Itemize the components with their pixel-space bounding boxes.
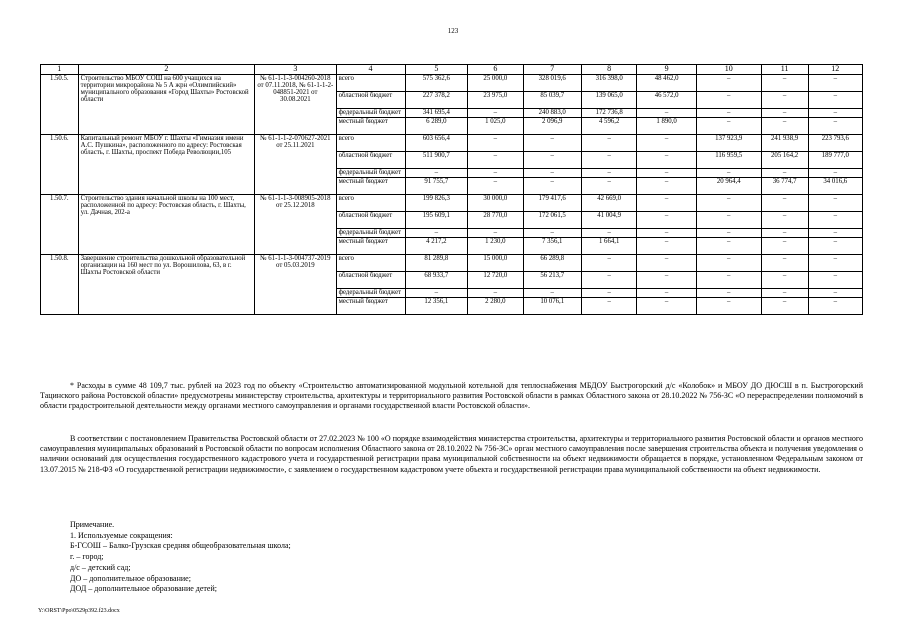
amount-cell: – [637,238,697,255]
amount-cell: 56 213,7 [523,272,581,289]
amount-cell: – [523,178,581,195]
amount-cell: – [761,169,808,178]
amount-cell: 1 890,0 [637,118,697,135]
column-header: 10 [696,65,761,75]
amount-cell: – [581,255,636,272]
funding-source: местный бюджет [336,118,405,135]
footnote [40,381,863,412]
project-name: Капитальный ремонт МБОУ г. Шахты «Гимназия имени А.С. Пушкина», расположенного по адресу: Ростовская область, г. Шахты, проспект Победа Революции,105 [78,135,255,195]
amount-cell: 91 755,7 [405,178,468,195]
amount-cell: – [581,272,636,289]
funding-source: всего [336,195,405,212]
column-header: 9 [637,65,697,75]
funding-source: федеральный бюджет [336,109,405,118]
amount-cell: – [808,272,862,289]
amount-cell: – [405,169,468,178]
amount-cell: – [523,289,581,298]
amount-cell: 48 462,0 [637,75,697,92]
amount-cell: – [637,178,697,195]
amount-cell: – [761,238,808,255]
amount-cell: – [696,109,761,118]
amount-cell: 189 777,0 [808,152,862,169]
amount-cell: – [696,238,761,255]
column-header: 8 [581,65,636,75]
amount-cell: – [581,135,636,152]
column-header: 11 [761,65,808,75]
amount-cell: – [808,169,862,178]
amount-cell: – [468,135,523,152]
amount-cell: – [468,152,523,169]
amount-cell: – [761,195,808,212]
amount-cell: – [808,238,862,255]
page-number: 123 [447,27,459,35]
column-header: 12 [808,65,862,75]
amount-cell: 240 883,0 [523,109,581,118]
remark-title: Примечание. [70,520,115,529]
column-header: 3 [255,65,336,75]
amount-cell: – [696,272,761,289]
footnote-text: * Расходы в сумме 48 109,7 тыс. рублей на 2023 год по объекту «Строительство автоматизированной модульной котельной для теплоснабжения МБДОУ Быстрогорский д/с «Колобок» и МБОУ ДО ДЮСШ в п. Быстрогорский Тацинского района Ростовской области» предусмотрены министерству строительства, архитектуры и территориального развития Ростовской области в рамках Областного закона от 28.10.2022 № 756-ЗС «О перераспределении полномочий в области градостроительной деятельности между органами местного самоуправления и органами государственной власти Ростовской области». [40,381,863,411]
amount-cell: – [761,212,808,229]
remark-line: Б-ГСОШ – Балко-Грузская средняя общеобразовательная школа; [70,541,291,551]
amount-cell: 199 826,3 [405,195,468,212]
amount-cell: – [761,289,808,298]
amount-cell: – [405,289,468,298]
amount-cell: 179 417,6 [523,195,581,212]
amount-cell: – [637,109,697,118]
amount-cell: – [637,169,697,178]
remark-line: г. – город; [70,552,104,562]
project-document: № 61-1-1-3-004260-2018 от 07.11.2018, № 61-1-1-2-048851-2021 от 30.08.2021 [255,75,336,135]
amount-cell: – [405,229,468,238]
amount-cell: 223 793,6 [808,135,862,152]
amount-cell: 603 656,4 [405,135,468,152]
amount-cell: – [808,118,862,135]
amount-cell: – [468,109,523,118]
amount-cell: – [523,229,581,238]
funding-source: местный бюджет [336,238,405,255]
amount-cell: – [696,195,761,212]
amount-cell: 205 164,2 [761,152,808,169]
amount-cell: – [808,75,862,92]
amount-cell: – [808,92,862,109]
amount-cell: – [637,289,697,298]
funding-source: областной бюджет [336,272,405,289]
amount-cell: 241 938,9 [761,135,808,152]
remark-line: 1. Используемые сокращения: [70,530,173,540]
amount-cell: 341 695,4 [405,109,468,118]
amount-cell: – [696,118,761,135]
project-name: Завершение строительства дошкольной образовательной организации на 160 мест по ул. Ворошилова, 63, в г. Шахты Ростовской области [78,255,255,315]
project-document: № 61-1-1-2-070627-2021 от 25.11.2021 [255,135,336,195]
amount-cell: – [696,289,761,298]
amount-cell: – [808,212,862,229]
column-header: 7 [523,65,581,75]
amount-cell: – [808,109,862,118]
amount-cell: 1 230,0 [468,238,523,255]
amount-cell: 172 736,8 [581,109,636,118]
amount-cell: 42 669,0 [581,195,636,212]
amount-cell: – [581,289,636,298]
amount-cell: 36 774,7 [761,178,808,195]
amount-cell: 25 000,0 [468,75,523,92]
amount-cell: – [808,255,862,272]
amount-cell: 328 019,6 [523,75,581,92]
amount-cell: – [523,152,581,169]
remark-line: ДО – дополнительное образование; [70,573,191,583]
header-row [41,65,863,75]
column-header: 2 [78,65,255,75]
funding-source: федеральный бюджет [336,169,405,178]
amount-cell: 12 720,0 [468,272,523,289]
amount-cell: – [761,118,808,135]
amount-cell: – [637,255,697,272]
amount-cell: – [696,92,761,109]
amount-cell: – [581,178,636,195]
amount-cell: 139 065,0 [581,92,636,109]
project-name: Строительство здания начальной школы на 100 мест, расположенной по адресу: Ростовская область, г. Шахты, ул. Дачная, 202-а [78,195,255,255]
amount-cell: – [808,298,862,315]
project-name: Строительство МБОУ СОШ на 600 учащихся на территории микрорайона № 5 А жрн «Олимпийский» муниципального образования «Город Шахты» Ростовской области [78,75,255,135]
amount-cell: 68 933,7 [405,272,468,289]
amount-cell: – [761,229,808,238]
project-id: 1.50.8. [41,255,79,315]
funding-source: местный бюджет [336,178,405,195]
amount-cell: – [761,298,808,315]
amount-cell: – [696,229,761,238]
amount-cell: – [637,272,697,289]
table-body [41,65,863,315]
amount-cell: 28 770,0 [468,212,523,229]
funding-source: областной бюджет [336,212,405,229]
budget-table [40,64,863,315]
project-document: № 61-1-1-3-008905-2018 от 25.12.2018 [255,195,336,255]
procedure-paragraph [40,434,863,475]
amount-cell: – [696,169,761,178]
amount-cell: – [468,169,523,178]
amount-cell: – [581,298,636,315]
amount-cell: – [637,152,697,169]
table-row [41,255,863,272]
amount-cell: 15 000,0 [468,255,523,272]
file-path: Y:\ORST\Ppo\0529p392.f23.docx [38,608,120,614]
table-row [41,75,863,92]
amount-cell: – [761,255,808,272]
project-id: 1.50.6. [41,135,79,195]
amount-cell: 172 061,5 [523,212,581,229]
funding-source: местный бюджет [336,298,405,315]
amount-cell: 137 923,9 [696,135,761,152]
amount-cell: – [637,212,697,229]
amount-cell: – [637,298,697,315]
amount-cell: 575 362,6 [405,75,468,92]
amount-cell: – [808,289,862,298]
amount-cell: 511 900,7 [405,152,468,169]
amount-cell: 1 025,0 [468,118,523,135]
amount-cell: 10 076,1 [523,298,581,315]
amount-cell: – [696,298,761,315]
amount-cell: 316 398,0 [581,75,636,92]
amount-cell: 20 964,4 [696,178,761,195]
project-document: № 61-1-1-3-004737-2019 от 05.03.2019 [255,255,336,315]
amount-cell: 46 572,0 [637,92,697,109]
funding-source: областной бюджет [336,92,405,109]
amount-cell: 195 609,1 [405,212,468,229]
remark-line: д/с – детский сад; [70,562,131,572]
funding-source: всего [336,255,405,272]
funding-source: федеральный бюджет [336,229,405,238]
column-header: 6 [468,65,523,75]
amount-cell: 7 356,1 [523,238,581,255]
amount-cell: – [696,255,761,272]
amount-cell: – [523,169,581,178]
amount-cell: 85 039,7 [523,92,581,109]
amount-cell: – [523,135,581,152]
amount-cell: 12 356,1 [405,298,468,315]
column-header: 4 [336,65,405,75]
remark-block [70,520,291,595]
amount-cell: 1 664,1 [581,238,636,255]
amount-cell: 66 289,8 [523,255,581,272]
amount-cell: 4 217,2 [405,238,468,255]
amount-cell: – [637,135,697,152]
funding-source: всего [336,135,405,152]
funding-source: областной бюджет [336,152,405,169]
remark-line: ДОД – дополнительное образование детей; [70,584,217,594]
column-header: 5 [405,65,468,75]
amount-cell: – [696,75,761,92]
amount-cell: 6 289,0 [405,118,468,135]
amount-cell: – [808,229,862,238]
amount-cell: 2 280,0 [468,298,523,315]
amount-cell: – [761,75,808,92]
amount-cell: – [468,229,523,238]
project-id: 1.50.5. [41,75,79,135]
amount-cell: – [696,212,761,229]
amount-cell: – [637,195,697,212]
amount-cell: – [761,92,808,109]
amount-cell: – [761,109,808,118]
amount-cell: 41 004,9 [581,212,636,229]
table-row [41,195,863,212]
project-id: 1.50.7. [41,195,79,255]
amount-cell: – [581,229,636,238]
amount-cell: 34 016,6 [808,178,862,195]
amount-cell: – [468,289,523,298]
funding-source: федеральный бюджет [336,289,405,298]
amount-cell: – [808,195,862,212]
amount-cell: – [468,178,523,195]
funding-source: всего [336,75,405,92]
procedure-text: В соответствии с постановлением Правительства Ростовской области от 27.02.2023 № 100 «О порядке взаимодействия министерства строительства, архитектуры и территориального развития Ростовской области и органов местного самоуправления муниципальных образований в Ростовской области по вопросам исполнения Областного закона от 28.10.2022 № 756-ЗС» орган местного самоуправления после завершения строительства объекта и получения уведомления о наличии оснований для осуществления государственного кадастрового учета и государственной регистрации права муниципальной собственности на объект недвижимости обращается в порядке, установленном Федеральным законом от 13.07.2015 № 218-ФЗ «О государственной регистрации недвижимости», с заявлением о государственном кадастровом учете объекта и государственной регистрации права муниципальной собственности на объект недвижимости. [40,434,863,474]
amount-cell: – [581,169,636,178]
amount-cell: 116 959,5 [696,152,761,169]
amount-cell: 4 596,2 [581,118,636,135]
amount-cell: 227 378,2 [405,92,468,109]
amount-cell: – [637,229,697,238]
amount-cell: 23 975,0 [468,92,523,109]
amount-cell: – [581,152,636,169]
amount-cell: – [761,272,808,289]
column-header: 1 [41,65,79,75]
table-row [41,135,863,152]
amount-cell: 30 000,0 [468,195,523,212]
amount-cell: 81 289,8 [405,255,468,272]
amount-cell: 2 096,9 [523,118,581,135]
